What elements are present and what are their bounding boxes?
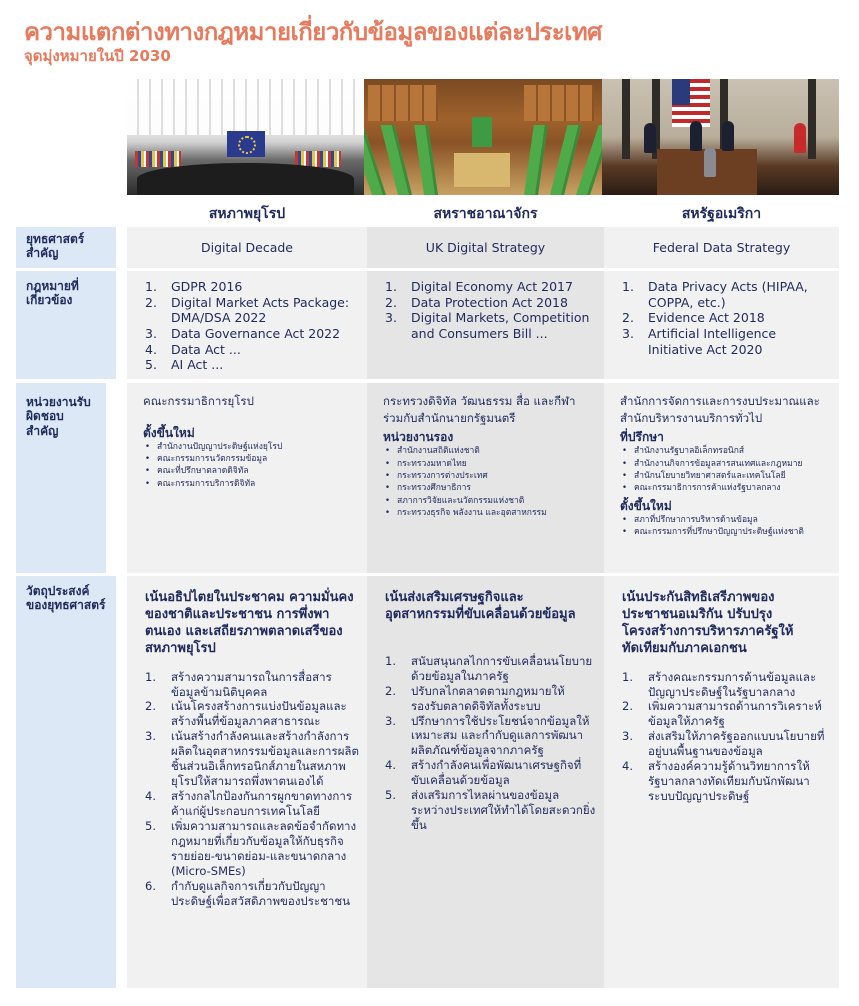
list-item: 4. สร้างกลไกป้องกันการผูกขาดทางการค้าแก่ผู้ประกอบการเทคโนโลยี [145,789,353,818]
list-item: • คณะกรรมการนวัตกรรมข้อมูล [145,453,367,465]
column-header-eu: สหภาพยุโรป [208,206,286,222]
objectives-uk-list [367,624,604,833]
list-item: 2. Evidence Act 2018 [622,310,765,326]
list-item: 2. เพิ่มความสามารถด้านการวิเคราะห์ข้อมูลให้ภาครัฐ [622,699,822,729]
objectives-eu-list [127,658,367,909]
agency-subheading: หน่วยงานรอง [383,430,454,445]
list-item: 2. เน้นโครงสร้างการแบ่งปันข้อมูลและสร้างพื้นที่ข้อมูลภาคสาธารณะ [145,699,347,729]
objectives-eu [127,576,367,988]
objective-headline: เน้นอธิปไตยในประชาคม ความมั่นคงของชาติและประชาชน การพึ่งพาตนเอง และเสถียรภาพตลาดเสรีของสหภาพยุโรป [145,590,354,656]
list-item: 1. GDPR 2016 [145,279,243,294]
objectives-us-list [604,658,839,804]
laws-uk-list [367,271,604,342]
us-flag-icon [672,79,710,127]
list-item: • สภาการวิจัยและนวัตกรรมแห่งชาติ [385,495,604,507]
row-label-agencies: หน่วยงานรับผิดชอบสำคัญ [16,383,106,573]
list-item: • กระทรวงการต่างประเทศ [385,470,604,482]
objective-headline: เน้นส่งเสริมเศรษฐกิจและอุตสาหกรรมที่ขับเคลื่อนด้วยข้อมูล [385,590,576,622]
strategy-us: Federal Data Strategy [604,227,839,268]
agencies-uk [367,383,604,573]
agencies-us [604,383,839,573]
list-item: • กระทรวงศึกษาธิการ [385,482,604,494]
agency-list [367,445,604,519]
row-label-objectives: วัตถุประสงค์ของยุทธศาสตร์ [16,576,116,988]
agency-main: คณะกรรมาธิการยุโรป [143,394,254,408]
list-item: • สำนักงานปัญญาประดิษฐ์แห่งยุโรป [145,441,367,453]
uk-commons-photo [364,79,601,195]
laws-eu [127,271,367,379]
list-item: 4. สร้างองค์ความรู้ด้านวิทยาการให้รัฐบาลกลางทัดเทียมกับนักพัฒนาระบบปัญญาประดิษฐ์ [622,759,810,804]
laws-us-list [604,271,839,357]
list-item: • คณะกรรมาธิการการค้าแห่งรัฐบาลกลาง [622,482,839,494]
list-item: • สำนักงานสถิติแห่งชาติ [385,445,604,457]
objectives-us [604,576,839,988]
list-item: 5. ส่งเสริมการไหลผ่านของข้อมูลระหว่างประเทศให้ทำได้โดยสะดวกยิ่งขึ้น [385,788,596,833]
laws-eu-list [127,271,367,373]
country-photos [127,79,839,195]
list-item: • คณะกรรมการบริการดิจิทัล [145,478,367,490]
agencies-eu [127,383,367,573]
list-item: 1. สนับสนุนกลไกการขับเคลื่อนนโยบายด้วยข้อมูลในภาครัฐ [385,653,593,683]
eu-parliament-photo [127,79,364,195]
list-item: 4. Data Act ... [145,341,241,357]
list-item: • กระทรวงธุรกิจ พลังงาน และอุตสาหกรรม [385,507,604,519]
list-item: 6. กำกับดูแลกิจการเกี่ยวกับปัญญาประดิษฐ์เพื่อสวัสดิภาพของประชาชน [145,878,351,908]
column-header-uk: สหราชอาณาจักร [433,206,538,222]
list-item: 3. Data Governance Act 2022 [145,325,341,341]
list-item: 1. Digital Economy Act 2017 [385,279,573,294]
list-item: 2. Digital Market Acts Package: DMA/DSA 2022 [145,294,350,326]
agency-subheading: ตั้งขึ้นใหม่ [143,425,195,440]
page-title: ความแตกต่างทางกฎหมายเกี่ยวกับข้อมูลของแต่ละประเทศ [24,18,602,46]
laws-uk [367,271,604,379]
agency-subheading: ที่ปรึกษา [620,430,664,445]
objectives-uk [367,576,604,988]
agency-subheading: ตั้งขึ้นใหม่ [620,498,672,513]
agency-main: สำนักการจัดการและการงบประมาณและสำนักบริหารงานบริการทั่วไป [620,394,820,425]
list-item: 3. เน้นสร้างกำลังคนและสร้างกำลังการผลิตในอุตสาหกรรมข้อมูลและการผลิตชิ้นส่วนอิเล็กทรอนิกส์ภายในสหภาพยุโรปให้สามารถพึ่งพาตนเองได้ [145,729,359,789]
agency-main: กระทรวงดิจิทัล วัฒนธรรม สื่อ และกีฬา ร่วมกับสำนักนายกรัฐมนตรี [383,394,576,425]
list-item: 2. Data Protection Act 2018 [385,294,568,310]
laws-us [604,271,839,379]
objective-headline: เน้นประกันสิทธิเสรีภาพของประชาชนอเมริกัน ปรับปรุงโครงสร้างการบริหารภาครัฐให้ทัดเทียมกับภาคเอกชน [622,590,794,656]
list-item: 4. สร้างกำลังคนเพื่อพัฒนาเศรษฐกิจที่ขับเคลื่อนด้วยข้อมูล [385,758,582,788]
list-item: 3. Digital Markets, Competition and Consumers Bill ... [385,310,590,341]
eu-flag-icon [227,131,265,157]
row-label-laws: กฎหมายที่เกี่ยวข้อง [16,271,116,379]
list-item: 1. Data Privacy Acts (HIPAA, COPPA, etc.) [622,279,808,310]
list-item: • สำนักงานกิจการข้อมูลสารสนเทศและกฎหมาย [622,458,839,470]
list-item: • คณะที่ปรึกษาตลาดดิจิทัล [145,465,367,477]
list-item: • สภาที่ปรึกษาการบริหารด้านข้อมูล [622,514,839,526]
list-item: 1. สร้างความสามารถในการสื่อสารข้อมูลข้ามนิติบุคคล [145,669,332,699]
list-item: 5. AI Act ... [145,357,224,373]
list-item: 1. สร้างคณะกรรมการด้านข้อมูลและปัญญาประดิษฐ์ในรัฐบาลกลาง [622,669,817,699]
strategy-eu: Digital Decade [127,227,367,268]
list-item: 3. ส่งเสริมให้ภาครัฐออกแบบนโยบายที่อยู่บนพื้นฐานของข้อมูล [622,729,825,759]
strategy-uk: UK Digital Strategy [367,227,604,268]
list-item: • กระทรวงมหาดไทย [385,458,604,470]
agency-list [127,441,367,490]
us-congress-photo [602,79,839,195]
agency-list [604,445,839,494]
agency-list [604,514,839,539]
list-item: 5. เพิ่มความสามารถและลดข้อจำกัดทางกฎหมายที่เกี่ยวกับข้อมูลให้กับธุรกิจรายย่อย-ขนาดย่อม-และขนาดกลาง (Micro-SMEs) [145,818,357,878]
list-item: 3. Artificial Intelligence Initiative Act 2020 [622,325,777,357]
column-header-us: สหรัฐอเมริกา [681,206,762,222]
page-subtitle: จุดมุ่งหมายในปี 2030 [24,47,171,65]
list-item: 2. ปรับกลไกตลาดตามกฎหมายให้รองรับตลาดดิจิทัลทั้งระบบ [385,683,565,713]
list-item: 3. ปรึกษาการใช้ประโยชน์จากข้อมูลให้เหมาะสม และกำกับดูแลการพัฒนาผลิตภัณฑ์ข้อมูลจากภาครัฐ [385,713,590,758]
list-item: • สำนักงานรัฐบาลอิเล็กทรอนิกส์ [622,445,839,457]
list-item: • สำนักนโยบายวิทยาศาสตร์และเทคโนโลยี [622,470,839,482]
row-label-strategy: ยุทธศาสตร์สำคัญ [16,227,116,268]
list-item: • คณะกรรมการที่ปรึกษาปัญญาประดิษฐ์แห่งชาติ [622,526,839,538]
